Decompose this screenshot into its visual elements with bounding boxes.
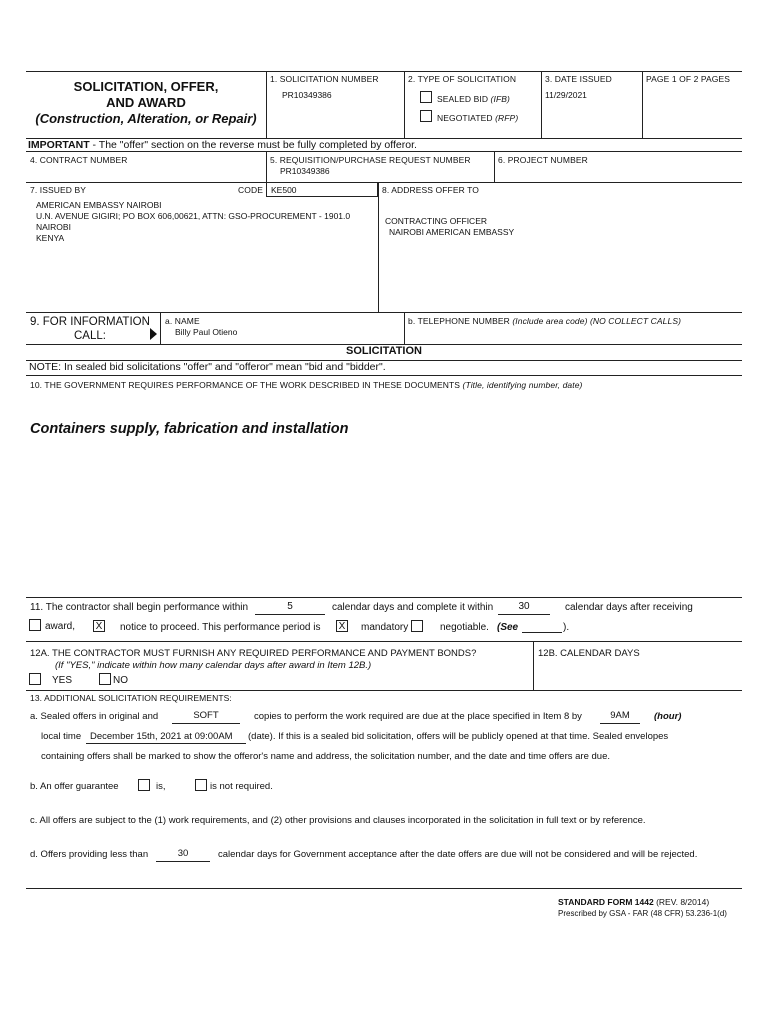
issued-by-line: U.N. AVENUE GIGIRI; PO BOX 606,00621, ATTN: GSO-PROCUREMENT - 1901.0 <box>36 211 351 221</box>
item13d-text2: calendar days for Government acceptance after the date offers are due will not be considered and will be rejected. <box>218 849 698 860</box>
requisition-number-value: PR10349386 <box>280 166 330 176</box>
item11-text1: 11. The contractor shall begin performance within <box>30 602 249 613</box>
form-number-name: STANDARD FORM 1442 <box>558 897 654 907</box>
work-title: Containers supply, fabrication and installation <box>30 421 349 437</box>
form-top-border <box>26 71 742 72</box>
see-label: (See <box>497 622 519 633</box>
divider <box>642 71 643 138</box>
item10-note: (Title, identifying number, date) <box>462 380 583 390</box>
mandatory-label: mandatory <box>361 622 409 633</box>
issued-by-label: 7. ISSUED BY <box>30 185 86 195</box>
for-information-label <box>30 315 150 343</box>
due-date-underline <box>86 743 246 744</box>
telephone-label <box>408 316 681 326</box>
divider <box>404 71 405 138</box>
divider <box>533 641 534 690</box>
negotiated-label <box>437 113 518 123</box>
divider <box>26 641 742 642</box>
telephone-text: b. TELEPHONE NUMBER <box>408 316 510 326</box>
solicitation-number-value: PR10349386 <box>282 90 332 100</box>
form-number-rev: (REV. 8/2014) <box>653 897 710 907</box>
item13d-text1: d. Offers providing less than <box>30 849 149 860</box>
address-offer-to <box>385 216 514 238</box>
bonds-yes-checkbox[interactable] <box>29 673 41 685</box>
copies-value: SOFT <box>193 710 219 721</box>
copies-underline <box>172 723 240 724</box>
code-box <box>266 182 378 197</box>
guarantee-is-label: is, <box>156 781 166 792</box>
address-line: NAIROBI AMERICAN EMBASSY <box>389 227 515 237</box>
notice-to-proceed-label: notice to proceed. This performance period is <box>120 622 321 633</box>
negotiated-suffix: (RFP) <box>495 113 519 123</box>
project-number-label: 6. PROJECT NUMBER <box>498 155 588 165</box>
item13a-text3: (date). If this is a sealed bid solicitation, offers will be publicly opened at that time. Sealed envelopes <box>248 731 669 742</box>
item12a-label: 12A. THE CONTRACTOR MUST FURNISH ANY REQUIRED PERFORMANCE AND PAYMENT BONDS? <box>30 648 477 659</box>
form-title-line1: SOLICITATION, OFFER, <box>73 79 219 94</box>
due-time-value: 9AM <box>610 710 630 721</box>
local-time-label: local time <box>41 731 82 742</box>
guarantee-not-checkbox[interactable] <box>195 779 207 791</box>
code-label: CODE <box>238 185 263 195</box>
prescribed-by: Prescribed by GSA - FAR (48 CFR) 53.236-1(d) <box>558 909 727 918</box>
complete-days-value: 30 <box>518 601 530 612</box>
negotiated-text: NEGOTIATED <box>437 113 493 123</box>
negotiable-checkbox[interactable] <box>411 620 423 632</box>
item11-text3: calendar days after receiving <box>565 602 693 613</box>
name-value: Billy Paul Otieno <box>175 327 238 337</box>
sealed-bid-label <box>437 94 510 104</box>
form-title <box>30 79 262 127</box>
notice-to-proceed-checkbox[interactable]: X <box>93 620 105 632</box>
solicitation-type-label: 2. TYPE OF SOLICITATION <box>408 74 517 84</box>
issued-by-line: NAIROBI <box>36 222 71 232</box>
for-information-line1: 9. FOR INFORMATION <box>30 316 150 328</box>
important-notice <box>28 139 417 151</box>
issued-by-line: KENYA <box>36 233 65 243</box>
acceptance-days-value: 30 <box>177 848 189 859</box>
telephone-note: (Include area code) (NO COLLECT CALLS) <box>512 316 682 326</box>
divider <box>494 151 495 182</box>
divider <box>26 597 742 598</box>
bonds-no-label: NO <box>113 675 128 686</box>
issued-by-line: AMERICAN EMBASSY NAIROBI <box>36 200 162 210</box>
important-text: - The "offer" section on the reverse must be fully completed by offeror. <box>89 139 417 151</box>
code-value: KE500 <box>271 185 297 195</box>
requisition-number-label: 5. REQUISITION/PURCHASE REQUEST NUMBER <box>270 155 471 165</box>
complete-days-underline <box>498 614 550 615</box>
solicitation-heading: SOLICITATION <box>346 345 422 357</box>
name-label: a. NAME <box>165 316 200 326</box>
page-count: PAGE 1 OF 2 PAGES <box>646 74 731 84</box>
item13a-text1: a. Sealed offers in original and <box>30 711 159 722</box>
item10-label <box>30 380 582 390</box>
divider <box>378 182 379 312</box>
bonds-no-checkbox[interactable] <box>99 673 111 685</box>
begin-days-underline <box>255 614 325 615</box>
acceptance-days-underline <box>156 861 210 862</box>
footer-border <box>26 888 742 889</box>
award-checkbox[interactable] <box>29 619 41 631</box>
item13a-text4: containing offers shall be marked to show the offeror's name and address, the solicitation number, and the date and time offers are due. <box>41 751 610 762</box>
mandatory-checkbox[interactable]: X <box>336 620 348 632</box>
divider <box>266 71 267 138</box>
item12a-note: (If "YES," indicate within how many calendar days after award in Item 12B.) <box>55 660 372 671</box>
divider <box>26 690 742 691</box>
solicitation-note: NOTE: In sealed bid solicitations "offer" and "offeror" mean "bid and "bidder". <box>29 361 386 373</box>
date-issued-value: 11/29/2021 <box>545 90 587 100</box>
item13b-text: b. An offer guarantee <box>30 781 119 792</box>
award-label: award, <box>45 621 76 632</box>
item10-text: 10. THE GOVERNMENT REQUIRES PERFORMANCE OF THE WORK DESCRIBED IN THESE DOCUMENTS <box>30 380 461 390</box>
divider <box>26 312 742 313</box>
see-end: ). <box>563 622 570 633</box>
important-prefix: IMPORTANT <box>28 139 90 151</box>
divider <box>404 312 405 344</box>
due-time-underline <box>600 723 640 724</box>
due-date-value: December 15th, 2021 at 09:00AM <box>90 731 233 742</box>
item11-text2: calendar days and complete it within <box>332 602 494 613</box>
divider <box>266 151 267 182</box>
date-issued-label: 3. DATE ISSUED <box>545 74 612 84</box>
guarantee-is-checkbox[interactable] <box>138 779 150 791</box>
sealed-bid-checkbox[interactable] <box>420 91 432 103</box>
for-information-line2: CALL: <box>73 330 106 342</box>
address-offer-to-label: 8. ADDRESS OFFER TO <box>382 185 479 195</box>
begin-days-value: 5 <box>287 601 293 612</box>
item13a-text2: copies to perform the work required are due at the place specified in Item 8 by <box>254 711 582 722</box>
see-underline <box>522 632 562 633</box>
divider <box>26 375 742 376</box>
item13-heading: 13. ADDITIONAL SOLICITATION REQUIREMENTS: <box>30 693 232 703</box>
guarantee-not-label: is not required. <box>210 781 273 792</box>
sealed-bid-text: SEALED BID <box>437 94 489 104</box>
contract-number-label: 4. CONTRACT NUMBER <box>30 155 128 165</box>
divider <box>26 182 742 183</box>
form-title-line2: AND AWARD <box>106 95 186 110</box>
divider <box>26 151 742 152</box>
negotiated-checkbox[interactable] <box>420 110 432 122</box>
divider <box>541 71 542 138</box>
divider <box>160 312 161 344</box>
negotiable-label: negotiable. <box>440 622 489 633</box>
form-title-line3: (Construction, Alteration, or Repair) <box>35 111 257 126</box>
hour-label: (hour) <box>654 711 682 722</box>
issued-by-address <box>36 200 350 244</box>
bonds-yes-label: YES <box>52 675 73 686</box>
solicitation-number-label: 1. SOLICITATION NUMBER <box>270 74 379 84</box>
form-number <box>558 897 709 907</box>
item12b-label: 12B. CALENDAR DAYS <box>538 648 640 659</box>
arrow-icon <box>150 328 157 340</box>
sealed-bid-suffix: (IFB) <box>490 94 510 104</box>
address-line: CONTRACTING OFFICER <box>385 216 487 226</box>
item13c-text: c. All offers are subject to the (1) work requirements, and (2) other provisions and clauses incorporated in the solicitation in full text or by reference. <box>30 815 646 826</box>
